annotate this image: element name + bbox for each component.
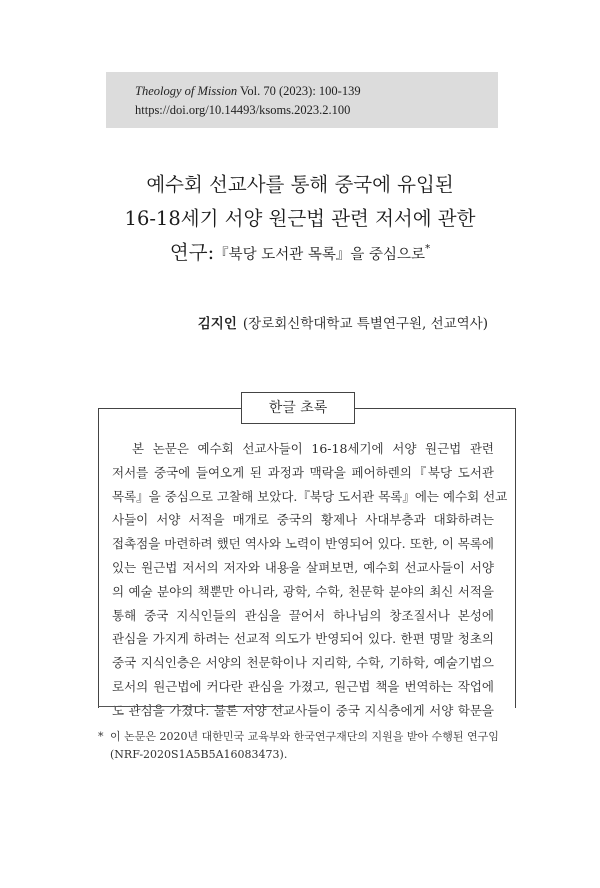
title-subtitle: 『북당 도서관 목록』을 중심으로 <box>214 247 426 263</box>
title-line-3-main: 연구: <box>169 241 215 264</box>
journal-name: Theology of Mission <box>135 84 238 98</box>
abstract-line: 로서의 원근법에 커다란 관심을 가졌고, 원근법 책을 번역하는 작업에 <box>112 678 494 694</box>
author-name: 김지인 <box>197 316 237 332</box>
abstract-line: 관심을 가지게 하려는 선교적 의도가 반영되어 있다. 한편 명말 청초의 <box>112 631 494 647</box>
footnote-divider <box>98 706 284 707</box>
footnote-mark: * <box>98 730 104 743</box>
journal-header <box>106 72 498 128</box>
volume-pages: Vol. 70 (2023): 100-139 <box>237 84 361 98</box>
journal-citation <box>135 82 498 101</box>
title-line-1: 예수회 선교사를 통해 중국에 유입된 <box>146 173 454 196</box>
abstract-text <box>112 437 508 718</box>
abstract-line: 통해 중국 지식인들의 관심을 끌어서 하나님의 창조질서나 본성에 <box>112 607 494 623</box>
footnote <box>98 728 518 764</box>
doi-link[interactable]: https://doi.org/10.14493/ksoms.2023.2.100 <box>135 103 351 117</box>
abstract-line: 저서를 중국에 들여오게 된 과정과 맥락을 페어하렌의『북당 도서관 <box>112 464 494 480</box>
title-line-2: 16-18세기 서양 원근법 관련 저서에 관한 <box>124 207 476 230</box>
abstract-line: 의 예술 분야의 책뿐만 아니라, 광학, 수학, 천문학 분야의 최신 서적을 <box>112 583 494 599</box>
abstract-label: 한글 초록 <box>241 392 355 424</box>
title-line-3 <box>0 236 600 272</box>
paper-title <box>0 168 600 272</box>
title-footnote-mark[interactable]: * <box>425 243 431 255</box>
author-line <box>198 312 488 332</box>
abstract-line: 목록』을 중심으로 고찰해 보았다.『북당 도서관 목록』에는 예수회 선교 <box>112 488 508 504</box>
abstract-line: 사들이 서양 서적을 매개로 중국의 황제나 사대부층과 대화하려는 <box>112 512 494 528</box>
abstract-line: 중국 지식인층은 서양의 천문학이나 지리학, 수학, 기하학, 예술기법으 <box>112 655 494 671</box>
abstract-line: 접촉점을 마련하려 했던 역사와 노력이 반영되어 있다. 또한, 이 목록에 <box>112 536 494 552</box>
abstract-line: 본 논문은 예수회 선교사들이 16-18세기에 서양 원근법 관련 <box>132 441 494 456</box>
footnote-text: 이 논문은 2020년 대한민국 교육부와 한국연구재단의 지원을 받아 수행된 연구임 <box>110 730 499 743</box>
footnote-grant-code: (NRF-2020S1A5B5A16083473). <box>110 748 288 761</box>
abstract-line: 있는 원근법 저서의 저자와 내용을 살펴보면, 예수회 선교사들이 서양 <box>112 559 494 575</box>
abstract-line: 도 관심을 가졌다. 물론 서양 선교사들이 중국 지식층에게 서양 학문을 <box>112 702 494 718</box>
author-affiliation: (장로회신학대학교 특별연구원, 선교역사) <box>242 316 488 332</box>
